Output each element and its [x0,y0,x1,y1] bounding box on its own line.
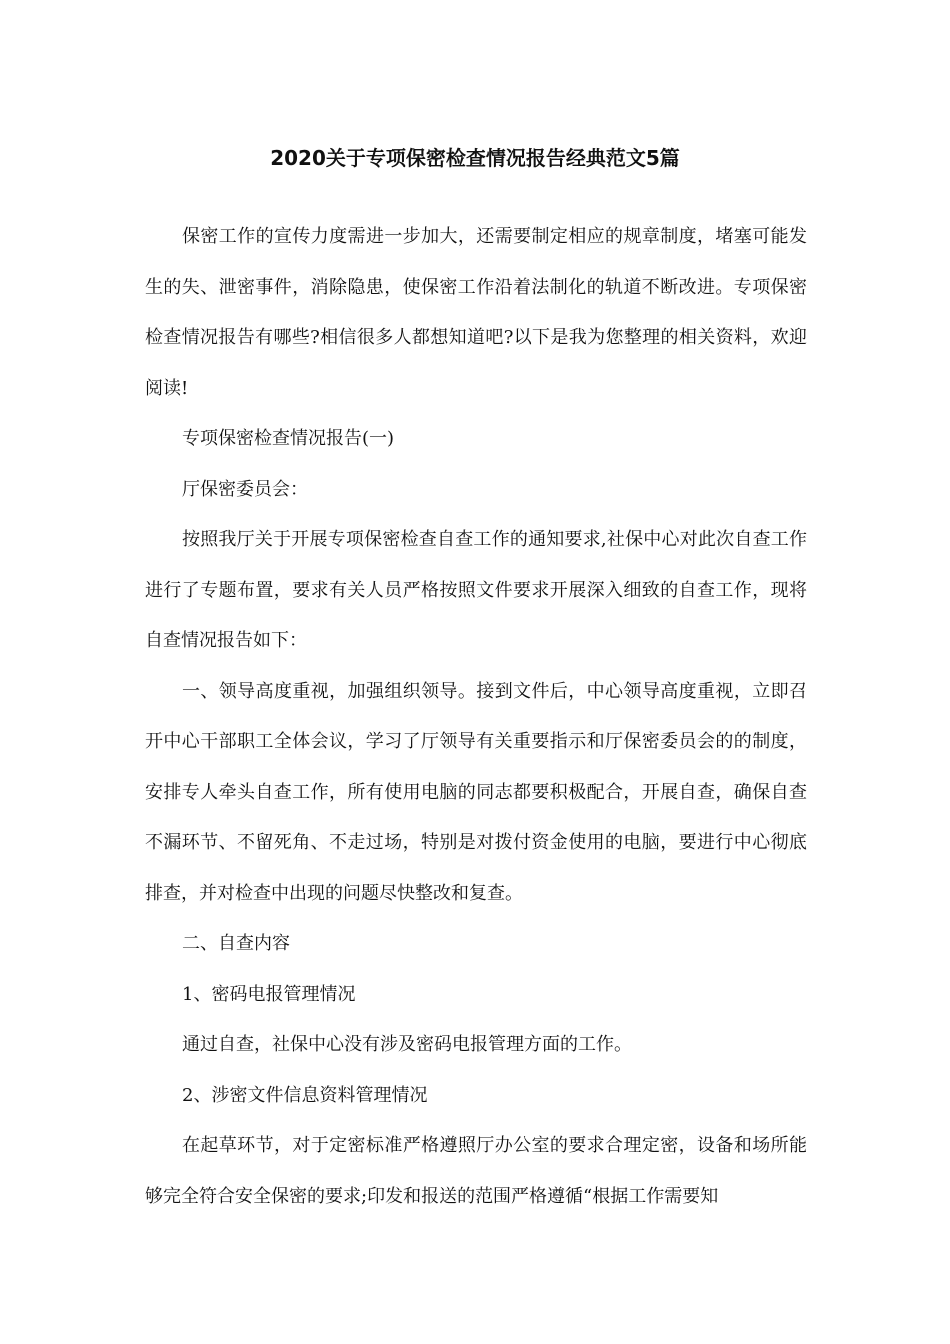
subheading-classified-documents: 2、涉密文件信息资料管理情况 [182,1084,428,1106]
paragraph-opening: 按照我厅关于开展专项保密检查自查工作的通知要求,社保中心对此次自查工作进行了专题布置，要求有关人员严格按照文件要求开展深入细致的自查工作，现将自查情况报告如下： [145,529,807,651]
section-heading-report-1: 专项保密检查情况报告(一) [182,428,395,449]
paragraph-intro: 保密工作的宣传力度需进一步加大，还需要制定相应的规章制度，堵塞可能发生的失、泄密事件，消除隐患，使保密工作沿着法制化的轨道不断改进。专项保密检查情况报告有哪些?相信很多人都想知道吧?以下是我为您整理的相关资料，欢迎阅读! [145,226,807,399]
document-title: 2020关于专项保密检查情况报告经典范文5篇 [270,146,680,170]
document-body [145,212,807,1222]
subheading-cipher-telegram: 1、密码电报管理情况 [182,983,356,1005]
section-heading-self-check: 二、自查内容 [182,933,290,954]
paragraph-cipher-telegram: 通过自查，社保中心没有涉及密码电报管理方面的工作。 [182,1034,632,1055]
paragraph-leadership: 一、领导高度重视，加强组织领导。接到文件后，中心领导高度重视，立即召开中心干部职工全体会议，学习了厅领导有关重要指示和厅保密委员会的的制度，安排专人牵头自查工作，所有使用电脑的同志都要积极配合，开展自查，确保自查不漏环节、不留死角、不走过场，特别是对拨付资金使用的电脑，要进行中心彻底排查，并对检查中出现的问题尽快整改和复查。 [145,680,807,904]
paragraph-drafting: 在起草环节，对于定密标准严格遵照厅办公室的要求合理定密，设备和场所能够完全符合安全保密的要求;印发和报送的范围严格遵循“根据工作需要知 [145,1135,807,1207]
salutation: 厅保密委员会： [182,478,308,500]
